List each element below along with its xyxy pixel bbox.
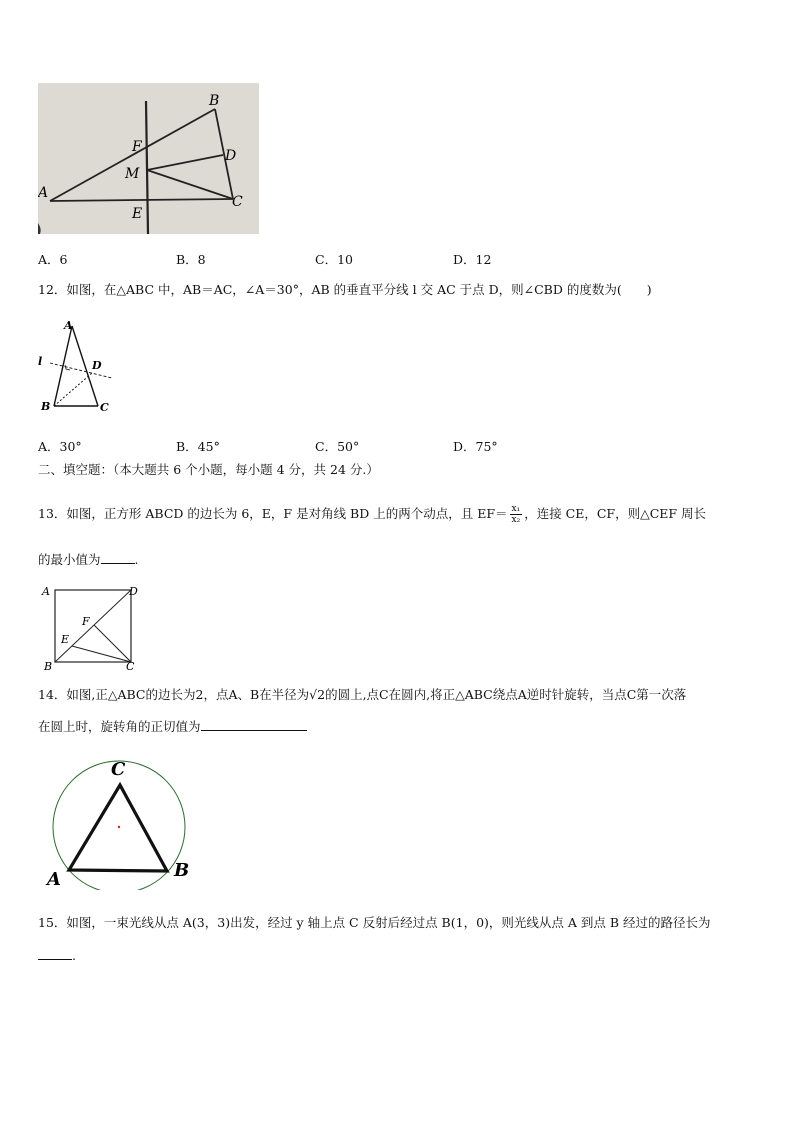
- q13-line1: [38, 504, 706, 525]
- label-c: C: [126, 660, 135, 672]
- label-d: D: [92, 359, 102, 372]
- label-b: B: [209, 93, 220, 109]
- label-l: l: [38, 355, 43, 368]
- q14-line2-text: 在圆上时，旋转角的正切值为: [38, 719, 201, 734]
- q14-answer-blank[interactable]: [201, 718, 307, 731]
- scan-edge-mark: [38, 223, 41, 234]
- label-f: F: [82, 615, 90, 628]
- segment-ac: [50, 199, 233, 201]
- q11-option-d: D．12: [453, 252, 492, 267]
- figure-q13: [38, 580, 142, 672]
- q11-option-c: C．10: [315, 252, 353, 267]
- q14-line1: 14．如图,正△ABC的边长为2，点A、B在半径为√2的圆上,点C在圆内,将正△ABC绕点A逆时针旋转，当点C第一次落: [38, 687, 687, 702]
- q12-option-a: A．30°: [38, 439, 82, 454]
- label-a: A: [38, 185, 49, 201]
- segment-mc: [147, 170, 233, 199]
- label-m: M: [125, 166, 140, 182]
- label-f: F: [132, 139, 142, 155]
- bisector-l: [50, 363, 112, 378]
- q13-line2: [38, 551, 139, 569]
- q13-text-a: 13．如图，正方形 ABCD 的边长为 6，E，F 是对角线 BD 上的两个动点，且 EF＝: [38, 506, 508, 521]
- q14-line2: [38, 718, 307, 736]
- segment-md: [147, 155, 223, 170]
- q15-line2-end: .: [72, 948, 76, 963]
- label-d: D: [225, 148, 237, 164]
- label-a: A: [42, 585, 50, 598]
- label-e: E: [132, 206, 143, 222]
- segment-ce: [72, 646, 131, 662]
- q13-fraction: [510, 504, 523, 525]
- q12-text: 12．如图，在△ABC 中，AB＝AC，∠A＝30°，AB 的垂直平分线 l 交 AC 于点 D，则∠CBD 的度数为( ): [38, 282, 652, 297]
- segment-ab: [50, 109, 215, 201]
- label-c: C: [232, 194, 243, 210]
- q15-line1: 15．如图，一束光线从点 A(3，3)出发，经过 y 轴上点 C 反射后经过点 B(1，0)，则光线从点 A 到点 B 经过的路径长为: [38, 915, 711, 930]
- label-a: A: [64, 319, 73, 332]
- figure-q14-svg: [38, 755, 198, 890]
- label-d: D: [129, 585, 138, 598]
- segment-ab: [54, 326, 72, 406]
- q11-option-b: B．8: [176, 252, 206, 267]
- label-e: E: [61, 633, 70, 646]
- figure-q13-svg: [38, 580, 142, 672]
- q13-frac-den: x₂: [511, 515, 521, 525]
- figure-q14: [38, 755, 198, 890]
- label-b: B: [174, 860, 190, 881]
- figure-q12: [36, 318, 116, 416]
- q13-frac-num: x₁: [511, 504, 521, 514]
- label-a: A: [47, 869, 61, 890]
- q13-line2-text: 的最小值为: [38, 552, 101, 567]
- q13-answer-blank[interactable]: [101, 551, 135, 564]
- q12-option-d: D．75°: [453, 439, 498, 454]
- q11-option-a: A．6: [38, 252, 68, 267]
- q12-option-c: C．50°: [315, 439, 360, 454]
- q13-text-b: ，连接 CE，CF，则△CEF 周长: [524, 506, 707, 521]
- right-angle-mark: [65, 365, 70, 370]
- section-2-heading: 二、填空题：（本大题共 6 个小题，每小题 4 分，共 24 分.）: [38, 462, 379, 477]
- triangle-abc: [69, 785, 167, 871]
- q15-answer-blank[interactable]: [38, 947, 72, 960]
- figure-q11-svg: [38, 83, 259, 234]
- q15-line2: [38, 947, 76, 965]
- circle-center: [118, 826, 120, 828]
- label-c: C: [100, 401, 109, 414]
- figure-q12-svg: [36, 318, 116, 416]
- label-b: B: [44, 660, 53, 672]
- bisector-line: [146, 101, 148, 234]
- label-c: C: [111, 759, 126, 780]
- figure-q11: [38, 83, 259, 234]
- q12-option-b: B．45°: [176, 439, 220, 454]
- segment-cf: [94, 625, 131, 662]
- label-b: B: [41, 400, 51, 413]
- q13-line2-end: .: [134, 552, 139, 567]
